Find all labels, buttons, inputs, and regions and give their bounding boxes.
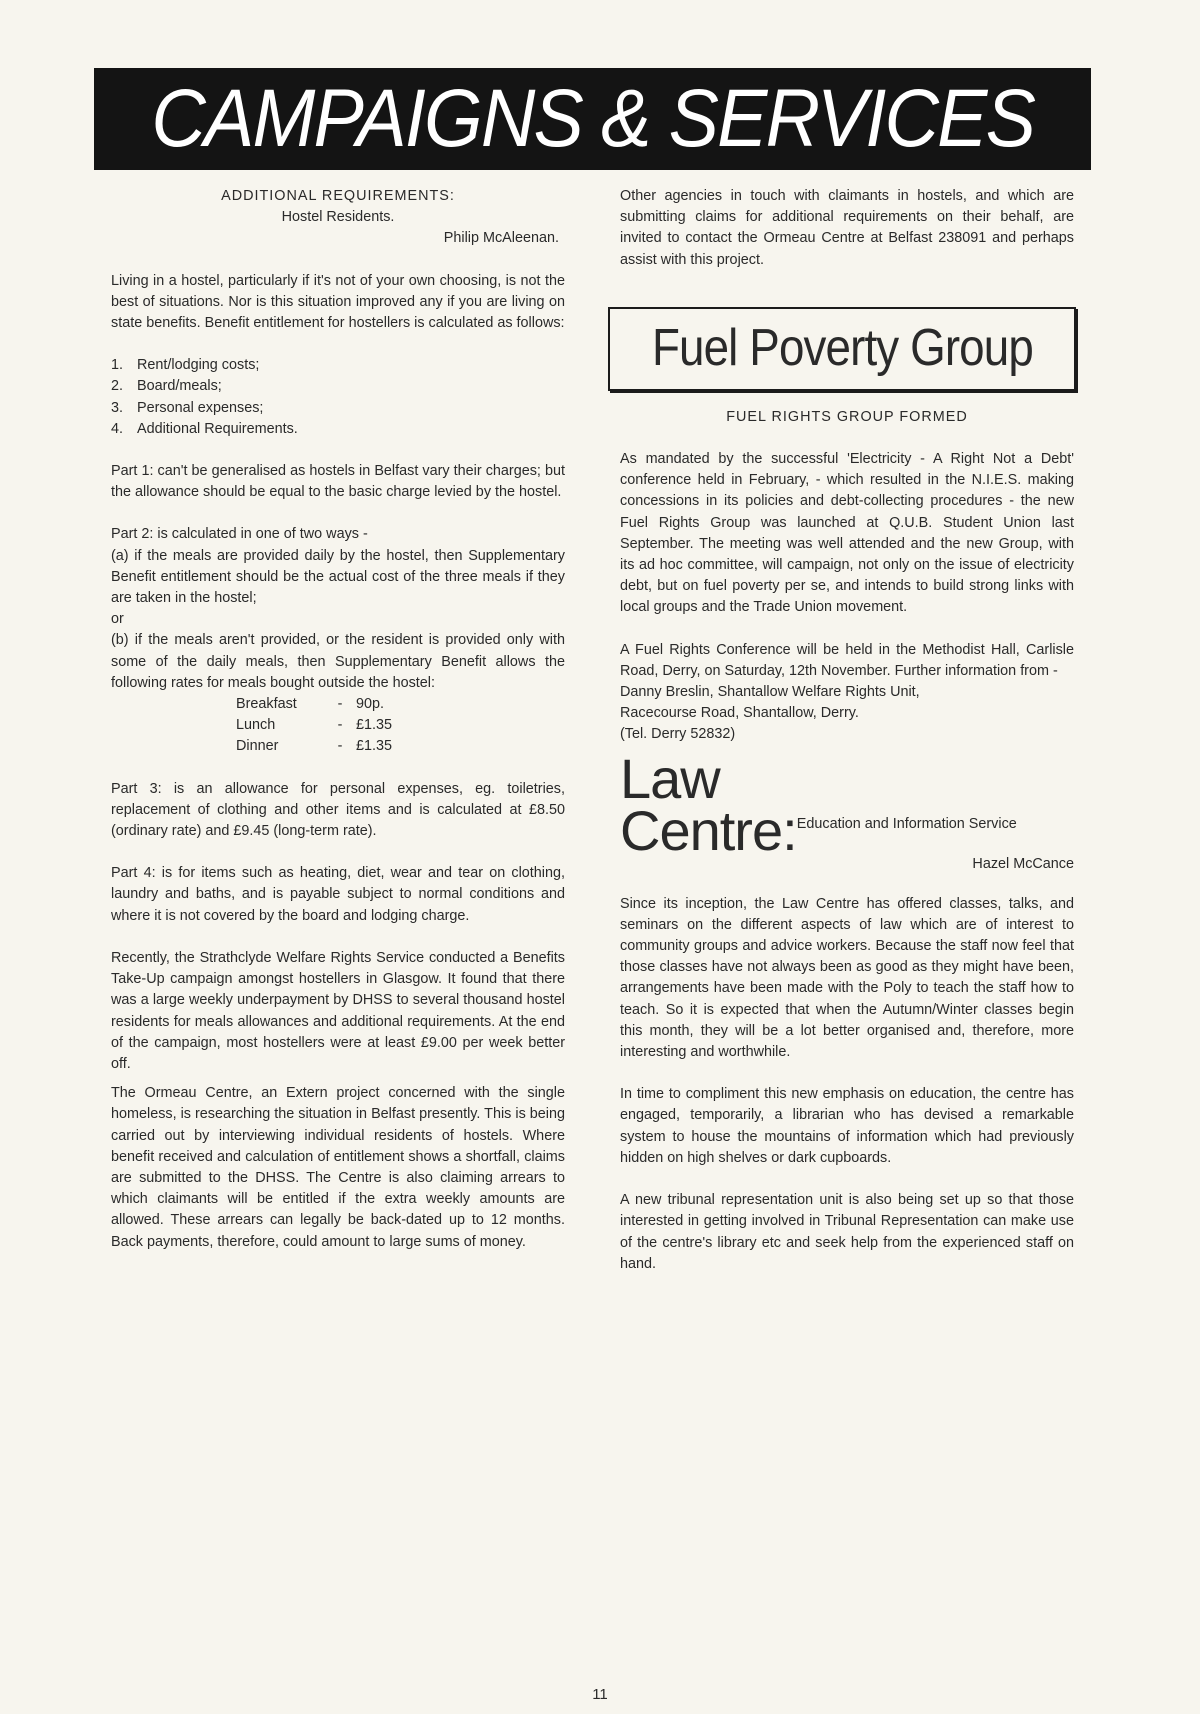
part1-paragraph: Part 1: can't be generalised as hostels in Belfast vary their charges; but the allowance should be equal to the basic charge levied by the hostel.	[111, 463, 565, 501]
part2-option-b: (b) if the meals aren't provided, or the resident is provided only with some of the daily meals, then Supplementary Benefit allows the following rates for meals bought outside the hostel:	[111, 632, 565, 691]
law-centre-header	[620, 746, 1074, 880]
list-item: 3. Personal expenses;	[111, 399, 264, 416]
table-row: Dinner - £1.35	[236, 738, 393, 755]
law-centre-author: Hazel McCance	[972, 855, 1074, 872]
law-paragraph-1: Since its inception, the Law Centre has offered classes, talks, and seminars on the different aspects of law which are of interest to community groups and advice workers. Because the staff now feel that those classes have not always been as good as they might have been, arrangements have been made with the Poly to teach the staff how to teach. So it is expected that when the Autumn/Winter classes begin this month, they will be a lot better organised and, therefore, more interesting and worthwhile.	[620, 895, 1074, 1061]
list-item: 1. Rent/lodging costs;	[111, 357, 260, 374]
fuel-poverty-title: Fuel Poverty Group	[651, 319, 1033, 378]
page-number: 11	[592, 1686, 608, 1703]
part4-paragraph: Part 4: is for items such as heating, diet, wear and tear on clothing, laundry and baths, and is payable subject to normal conditions and where it is not covered by the board and lodging charge.	[111, 865, 565, 924]
fuel-paragraph-1: As mandated by the successful 'Electricity - A Right Not a Debt' conference held in February, - which resulted in the N.I.E.S. making concessions in its policies and debt-collecting procedures - the new Fuel Rights Group was launched at Q.U.B. Student Union last September. The meeting was well attended and the new Group, with its ad hoc committee, will campaign, not only on the issue of electricity debt, but on fuel poverty per se, and intends to build strong links with local groups and the Trade Union movement.	[620, 451, 1074, 616]
law-paragraph-2: In time to compliment this new emphasis on education, the centre has engaged, temporarily, a librarian who has devised a remarkable system to house the mountains of information which had previously hidden on high shelves or dark cupboards.	[620, 1086, 1074, 1166]
law-centre-subtitle: - Education and Information Service	[788, 815, 1017, 832]
left-column	[111, 186, 565, 1274]
fuel-poverty-box	[608, 307, 1076, 391]
part2-option-a: (a) if the meals are provided daily by the hostel, then Supplementary Benefit entitlement should be the actual cost of the three meals if they are taken in the hostel;	[111, 547, 565, 607]
contact-line: Danny Breslin, Shantallow Welfare Rights Unit,	[620, 684, 920, 701]
contact-line: (Tel. Derry 52832)	[620, 726, 736, 743]
fuel-heading: FUEL RIGHTS GROUP FORMED	[726, 408, 968, 425]
law-paragraph-3: A new tribunal representation unit is also being set up so that those interested in getting involved in Tribunal Representation can make use of the centre's library etc and seek help from the experienced staff on hand.	[620, 1192, 1074, 1272]
right-column	[620, 186, 1074, 1296]
part2-or: or	[111, 611, 124, 628]
contact-line: Racecourse Road, Shantallow, Derry.	[620, 705, 859, 722]
part3-paragraph: Part 3: is an allowance for personal expenses, eg. toiletries, replacement of clothing and other items and is calculated at £8.50 (ordinary rate) and £9.45 (long-term rate).	[111, 780, 565, 840]
list-item: 2. Board/meals;	[111, 378, 222, 395]
article-heading: ADDITIONAL REQUIREMENTS:	[221, 188, 455, 204]
list-item: 4. Additional Requirements.	[111, 420, 298, 437]
law-centre-title-line1: Law	[620, 746, 720, 810]
agencies-paragraph: Other agencies in touch with claimants in hostels, and which are submitting claims for additional requirements on their behalf, are invited to contact the Ormeau Centre at Belfast 238091 and perhaps assist with this project.	[620, 188, 1074, 268]
part2-intro: Part 2: is calculated in one of two ways -	[111, 526, 368, 543]
table-row: Breakfast - 90p.	[236, 696, 385, 713]
ormeau-paragraph: The Ormeau Centre, an Extern project concerned with the single homeless, is researching the situation in Belfast presently. This is being carried out by interviewing individual residents of hostels. Where benefit received and calculation of entitlement shows a shortfall, claims are submitted to the DHSS. The Centre is also claiming arrears to which claimants will be entitled if the extra weekly amounts are allowed. These arrears can legally be back-dated up to 12 months. Back payments, therefore, could amount to large sums of money.	[111, 1085, 565, 1250]
meal-rates-table	[236, 694, 392, 758]
article-author: Philip McAleenan.	[443, 230, 559, 247]
law-centre-title-line2: Centre:	[620, 798, 797, 862]
table-row: Lunch - £1.35	[236, 717, 393, 734]
section-banner	[94, 68, 1091, 170]
benefit-list	[111, 355, 565, 440]
banner-title: CAMPAIGNS & SERVICES	[151, 73, 1034, 164]
fuel-paragraph-2: A Fuel Rights Conference will be held in the Methodist Hall, Carlisle Road, Derry, on Saturday, 12th November. Further information from -	[620, 641, 1074, 679]
intro-paragraph: Living in a hostel, particularly if it's not of your own choosing, is not the best of situations. Nor is this situation improved any if you are living on state benefits. Benefit entitlement for hostellers is calculated as follows:	[111, 272, 565, 332]
strathclyde-paragraph: Recently, the Strathclyde Welfare Rights Service conducted a Benefits Take-Up campaign amongst hostellers in Glasgow. It found that there was a large weekly underpayment by DHSS to several thousand hostel residents for meals allowances and additional requirements. At the end of the campaign, most hostellers were at least £9.00 per week better off.	[111, 949, 565, 1072]
article-subheading: Hostel Residents.	[281, 209, 395, 226]
